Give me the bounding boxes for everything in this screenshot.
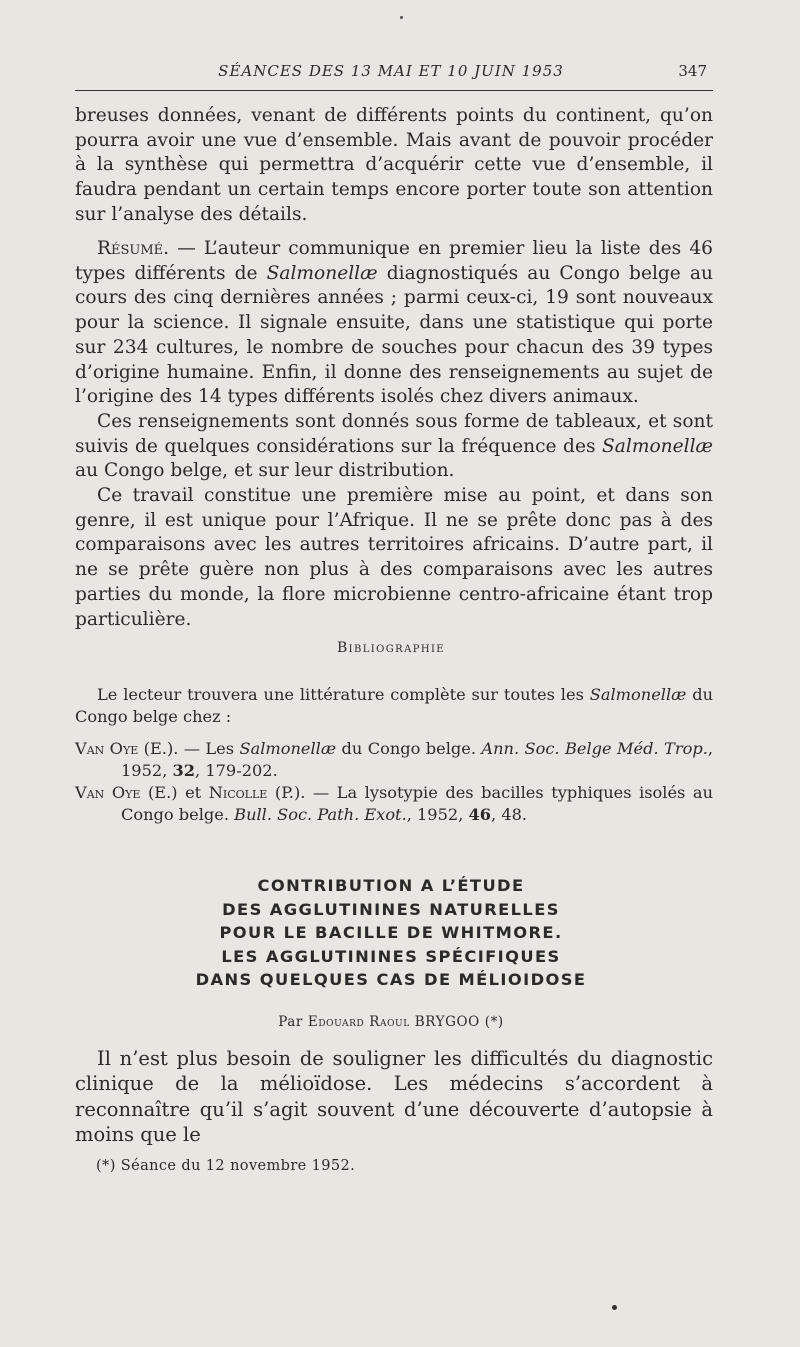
- byline: [75, 1014, 707, 1030]
- ref2-text-a: (E.) et: [140, 783, 209, 802]
- page-number: 347: [678, 62, 707, 80]
- ref1-pages: , 179-202.: [195, 760, 278, 780]
- ref2-text-b: (P.). — La lysotypie des bacilles typhiques isolés au Congo belge.: [121, 783, 713, 824]
- ref2-year: , 1952,: [406, 804, 469, 824]
- resume-paragraph-2: [75, 410, 713, 484]
- title-line: LES AGGLUTININES SPÉCIFIQUES: [221, 946, 561, 966]
- salmonellae-term: Salmonellæ: [266, 262, 378, 284]
- author-surname: BRYGOO: [409, 1014, 480, 1030]
- ref2-author-2: Nicolle: [208, 783, 268, 802]
- continuation-paragraph: [75, 104, 713, 228]
- biblio-intro-b: du Congo belge chez :: [75, 685, 714, 726]
- ref1-volume: 32: [172, 760, 196, 780]
- resume-text-2b: au Congo belge, et sur leur distribution.: [75, 460, 455, 482]
- footnote-marker: (*): [479, 1014, 504, 1030]
- resume-paragraph-1: [75, 237, 713, 410]
- reference-1: [75, 738, 713, 781]
- ref1-year: , 1952,: [121, 739, 713, 780]
- salmonellae-term: Salmonellæ: [239, 739, 337, 758]
- resume-label: Résumé.: [97, 238, 170, 259]
- title-line: DANS QUELQUES CAS DE MÉLIOIDOSE: [195, 970, 587, 990]
- salmonellae-term: Salmonellæ: [589, 685, 687, 704]
- resume-section: [75, 237, 713, 632]
- resume-paragraph-3: Ce travail constitue une première mise au point, et dans son genre, il est unique pour l’Afrique. Il ne se prête donc pas à des comparaisons avec les autres territoires africains. D’autre part, il ne se prête guère non plus à des comparaisons avec les autres parties du monde, la flore microbienne centro-africaine étant trop particulière.: [75, 485, 713, 630]
- ref1-author: Van Oye: [75, 739, 139, 758]
- running-header: [75, 62, 707, 80]
- salmonellae-term: Salmonellæ: [602, 435, 713, 457]
- ref1-text-a: (E.). — Les: [138, 739, 240, 758]
- ref2-pages: , 48.: [491, 804, 528, 824]
- ref1-text-b: du Congo belge.: [336, 739, 482, 758]
- article-first-paragraph: [75, 1046, 713, 1148]
- resume-text-1b: diagnostiqués au Congo belge au cours des cinq dernières années ; parmi ceux-ci, 19 sont nouveaux pour la science. Il signale ensuite, dans une statistique qui porte sur 234 cultures, le nombre de souches pour chacun des 39 types d’origine humaine. Enfin, il donne des renseignements au sujet de l’origine des 14 types différents isolés chez divers animaux.: [75, 262, 713, 408]
- running-title: SÉANCES DES 13 MAI ET 10 JUIN 1953: [218, 62, 564, 80]
- footnote: (*) Séance du 12 novembre 1952.: [96, 1158, 356, 1174]
- bibliography-intro: [75, 684, 713, 727]
- author-given-names: Edouard Raoul: [307, 1014, 410, 1030]
- resume-text-2a: Ces renseignements sont donnés sous forme de tableaux, et sont suivis de quelques considérations sur la fréquence des: [75, 410, 713, 457]
- ref2-journal: Bull. Soc. Path. Exot.: [234, 804, 407, 824]
- continuation-text: breuses données, venant de différents points du continent, qu’on pourra avoir une vue d’ensemble. Mais avant de pouvoir procéder à la synthèse qui permettra d’acquérir cette vue d’ensemble, il faudra pendant un certain temps encore porter toute son attention sur l’analyse des détails.: [75, 105, 713, 225]
- ref1-journal: Ann. Soc. Belge Méd. Trop.: [481, 739, 708, 758]
- byline-prefix: Par: [278, 1014, 308, 1030]
- resume-text-1a: — L’auteur communique en premier lieu la liste des 46 types différents de: [75, 238, 713, 284]
- print-speck: [400, 16, 403, 19]
- reference-2: [75, 782, 713, 825]
- ref2-author-1: Van Oye: [75, 783, 141, 802]
- title-line: CONTRIBUTION A L’ÉTUDE: [257, 876, 525, 895]
- header-rule: [75, 90, 713, 91]
- title-line: DES AGGLUTININES NATURELLES: [222, 899, 560, 919]
- bibliography-heading: Bibliographie: [336, 640, 445, 656]
- title-line: POUR LE BACILLE DE WHITMORE.: [219, 923, 563, 943]
- article-title: [75, 874, 707, 992]
- ref2-volume: 46: [468, 804, 492, 824]
- first-paragraph-text: Il n’est plus besoin de souligner les difficultés du diagnostic clinique de la mélioïdose. Les médecins s’accordent à reconnaître qu’il s’agit souvent d’une découverte d’autopsie à moins que le: [75, 1047, 713, 1147]
- print-speck: [612, 1305, 617, 1310]
- biblio-intro-a: Le lecteur trouvera une littérature complète sur toutes les: [97, 685, 590, 704]
